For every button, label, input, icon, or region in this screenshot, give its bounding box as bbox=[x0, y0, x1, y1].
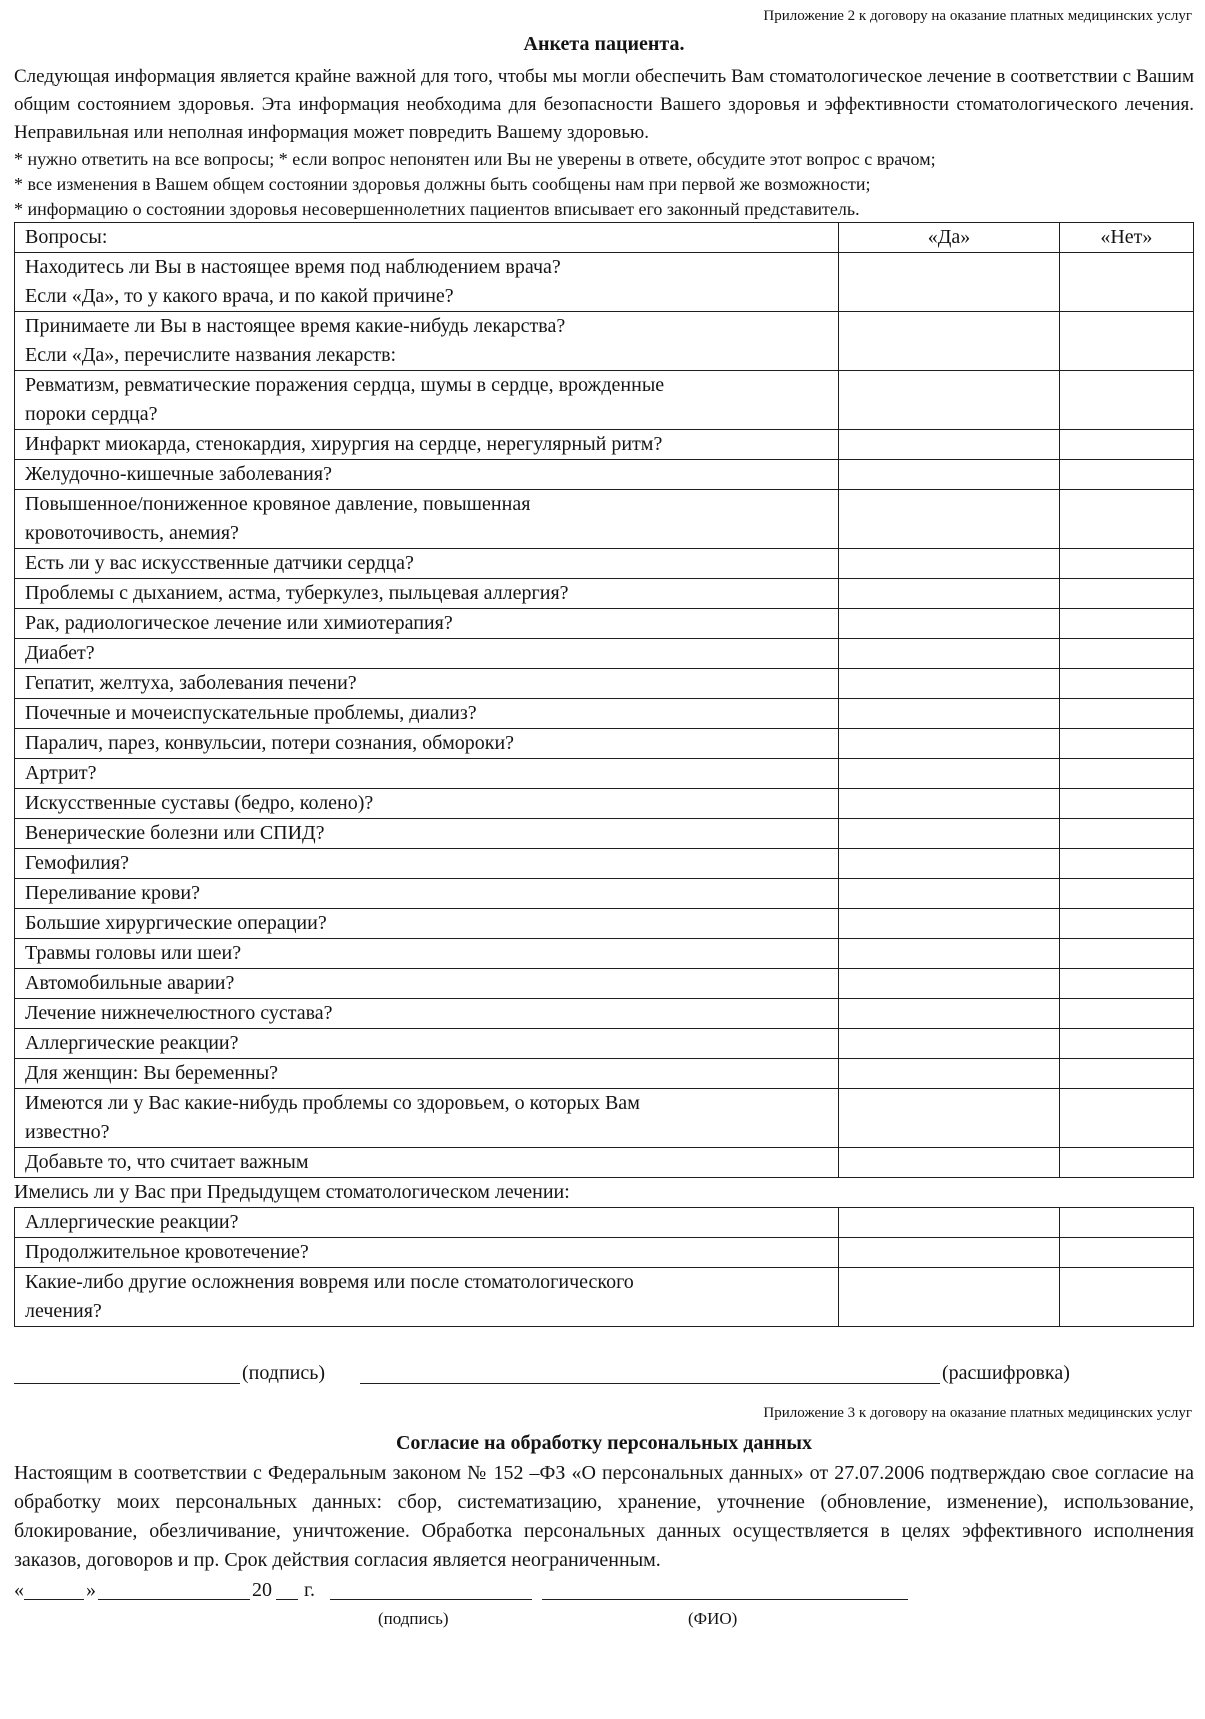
answer-yes-cell[interactable] bbox=[839, 1268, 1060, 1327]
question-cell bbox=[15, 609, 839, 639]
answer-no-cell[interactable] bbox=[1059, 1268, 1193, 1327]
question-cell bbox=[15, 669, 839, 699]
answer-yes-cell[interactable] bbox=[839, 999, 1060, 1029]
question-row bbox=[15, 939, 1194, 969]
answer-yes-cell[interactable] bbox=[839, 312, 1060, 371]
answer-no-cell[interactable] bbox=[1059, 1238, 1193, 1268]
answer-no-cell[interactable] bbox=[1059, 939, 1193, 969]
question-row bbox=[15, 579, 1194, 609]
answer-no-cell[interactable] bbox=[1059, 371, 1193, 430]
question-cell bbox=[15, 490, 839, 549]
question-text: Инфаркт миокарда, стенокардия, хирургия на сердце, нерегулярный ритм? bbox=[25, 433, 663, 455]
question-text: Большие хирургические операции? bbox=[25, 912, 327, 934]
question-text: Венерические болезни или СПИД? bbox=[25, 822, 325, 844]
answer-yes-cell[interactable] bbox=[839, 819, 1060, 849]
answer-no-cell[interactable] bbox=[1059, 1208, 1193, 1238]
answer-yes-cell[interactable] bbox=[839, 789, 1060, 819]
question-text: Желудочно-кишечные заболевания? bbox=[25, 463, 332, 485]
answer-no-cell[interactable] bbox=[1059, 789, 1193, 819]
consent-signature-label: (подпись) bbox=[378, 1609, 449, 1628]
date-open-quote: « bbox=[14, 1579, 24, 1601]
answer-no-cell[interactable] bbox=[1059, 490, 1193, 549]
appendix-2-label: Приложение 2 к договору на оказание платных медицинских услуг bbox=[763, 8, 1192, 24]
question-row bbox=[15, 253, 1194, 312]
question-cell bbox=[15, 849, 839, 879]
intro-paragraph: Следующая информация является крайне важной для того, чтобы мы могли обеспечить Вам стоматологическое лечение в соответствии с Вашим общим состоянием здоровья. Эта информация необходима для безопасности Вашего здоровья и эффективности стоматологического лечения. Неправильная или неполная информация может повредить Вашему здоровью. bbox=[14, 66, 1194, 143]
question-cell bbox=[15, 430, 839, 460]
question-row bbox=[15, 1089, 1194, 1148]
question-cell bbox=[15, 312, 839, 371]
answer-yes-cell[interactable] bbox=[839, 490, 1060, 549]
question-cell bbox=[15, 579, 839, 609]
answer-yes-cell[interactable] bbox=[839, 579, 1060, 609]
answer-yes-cell[interactable] bbox=[839, 729, 1060, 759]
question-cell bbox=[15, 969, 839, 999]
question-text-continued: лечения? bbox=[25, 1300, 102, 1322]
answer-yes-cell[interactable] bbox=[839, 460, 1060, 490]
answer-yes-cell[interactable] bbox=[839, 1089, 1060, 1148]
question-cell bbox=[15, 639, 839, 669]
answer-yes-cell[interactable] bbox=[839, 1238, 1060, 1268]
month-field[interactable] bbox=[98, 1575, 250, 1600]
question-cell bbox=[15, 699, 839, 729]
instruction-note: * информацию о состоянии здоровья несовершеннолетних пациентов вписывает его законный представитель. bbox=[14, 199, 860, 219]
question-cell bbox=[15, 909, 839, 939]
question-text: Аллергические реакции? bbox=[25, 1032, 239, 1054]
question-text: Переливание крови? bbox=[25, 882, 200, 904]
question-cell bbox=[15, 549, 839, 579]
question-text: Аллергические реакции? bbox=[25, 1211, 239, 1233]
question-cell bbox=[15, 819, 839, 849]
answer-no-cell[interactable] bbox=[1059, 1148, 1193, 1178]
question-cell bbox=[15, 1238, 839, 1268]
question-row bbox=[15, 1059, 1194, 1089]
answer-no-cell[interactable] bbox=[1059, 1089, 1193, 1148]
question-text: Гепатит, желтуха, заболевания печени? bbox=[25, 672, 357, 694]
consent-signature-field[interactable] bbox=[330, 1575, 532, 1600]
question-cell bbox=[15, 879, 839, 909]
questions-table bbox=[14, 222, 1194, 1178]
question-text-continued: кровоточивость, анемия? bbox=[25, 522, 239, 544]
consent-title: Согласие на обработку персональных данных bbox=[395, 1432, 812, 1454]
question-text: Лечение нижнечелюстного сустава? bbox=[25, 1002, 333, 1024]
question-row bbox=[15, 430, 1194, 460]
answer-yes-cell[interactable] bbox=[839, 939, 1060, 969]
answer-yes-cell[interactable] bbox=[839, 909, 1060, 939]
question-text-continued: Если «Да», перечислите названия лекарств: bbox=[25, 344, 397, 366]
answer-no-cell[interactable] bbox=[1059, 849, 1193, 879]
year-suffix: г. bbox=[304, 1579, 315, 1601]
answer-no-cell[interactable] bbox=[1059, 312, 1193, 371]
prior-question-row bbox=[15, 1208, 1194, 1238]
signature-sublabels bbox=[14, 1607, 1194, 1631]
question-text: Диабет? bbox=[25, 642, 95, 664]
date-signature-row bbox=[14, 1575, 1194, 1607]
question-cell bbox=[15, 999, 839, 1029]
question-text: Гемофилия? bbox=[25, 852, 129, 874]
question-text: Почечные и мочеиспускательные проблемы, диализ? bbox=[25, 702, 477, 724]
prior-question-row bbox=[15, 1268, 1194, 1327]
question-text: Добавьте то, что считает важным bbox=[25, 1151, 309, 1173]
answer-yes-cell[interactable] bbox=[839, 1059, 1060, 1089]
answer-yes-cell[interactable] bbox=[839, 879, 1060, 909]
question-row bbox=[15, 669, 1194, 699]
question-row bbox=[15, 789, 1194, 819]
answer-yes-cell[interactable] bbox=[839, 371, 1060, 430]
question-text-continued: пороки сердца? bbox=[25, 403, 158, 425]
question-cell bbox=[15, 789, 839, 819]
day-field[interactable] bbox=[24, 1575, 84, 1600]
signature-label: (подпись) bbox=[242, 1362, 326, 1384]
answer-yes-cell[interactable] bbox=[839, 253, 1060, 312]
question-cell bbox=[15, 253, 839, 312]
answer-no-cell[interactable] bbox=[1059, 1059, 1193, 1089]
answer-no-cell[interactable] bbox=[1059, 969, 1193, 999]
question-text: Ревматизм, ревматические поражения сердца, шумы в сердце, врожденные bbox=[25, 374, 665, 396]
question-cell bbox=[15, 460, 839, 490]
question-text: Артрит? bbox=[25, 762, 97, 784]
question-row bbox=[15, 1029, 1194, 1059]
question-text: Имеются ли у Вас какие-нибудь проблемы со здоровьем, о которых Вам bbox=[25, 1092, 640, 1114]
answer-no-cell[interactable] bbox=[1059, 460, 1193, 490]
answer-no-cell[interactable] bbox=[1059, 1029, 1193, 1059]
year-prefix: 20 bbox=[252, 1579, 272, 1601]
decode-line[interactable] bbox=[360, 1357, 940, 1384]
answer-yes-cell[interactable] bbox=[839, 669, 1060, 699]
question-row bbox=[15, 909, 1194, 939]
answer-no-cell[interactable] bbox=[1059, 549, 1193, 579]
answer-no-cell[interactable] bbox=[1059, 579, 1193, 609]
answer-yes-cell[interactable] bbox=[839, 699, 1060, 729]
question-cell bbox=[15, 1089, 839, 1148]
answer-yes-cell[interactable] bbox=[839, 1208, 1060, 1238]
question-text: Паралич, парез, конвульсии, потери сознания, обмороки? bbox=[25, 732, 515, 754]
prior-questions-table bbox=[14, 1207, 1194, 1327]
answer-no-cell[interactable] bbox=[1059, 759, 1193, 789]
answer-yes-cell[interactable] bbox=[839, 639, 1060, 669]
instruction-note: * все изменения в Вашем общем состоянии здоровья должны быть сообщены нам при первой же возможности; bbox=[14, 174, 871, 194]
question-cell bbox=[15, 759, 839, 789]
question-row bbox=[15, 609, 1194, 639]
question-cell bbox=[15, 371, 839, 430]
question-text: Травмы головы или шеи? bbox=[25, 942, 242, 964]
header-questions: Вопросы: bbox=[15, 223, 839, 253]
question-row bbox=[15, 969, 1194, 999]
decode-label: (расшифровка) bbox=[942, 1362, 1070, 1384]
answer-no-cell[interactable] bbox=[1059, 430, 1193, 460]
question-row bbox=[15, 879, 1194, 909]
question-text: Есть ли у вас искусственные датчики сердца? bbox=[25, 552, 414, 574]
fio-field[interactable] bbox=[542, 1575, 908, 1600]
answer-yes-cell[interactable] bbox=[839, 849, 1060, 879]
question-text: Искусственные суставы (бедро, колено)? bbox=[25, 792, 374, 814]
appendix-3-label: Приложение 3 к договору на оказание платных медицинских услуг bbox=[763, 1405, 1192, 1421]
answer-no-cell[interactable] bbox=[1059, 879, 1193, 909]
question-cell bbox=[15, 729, 839, 759]
question-text: Повышенное/пониженное кровяное давление, повышенная bbox=[25, 493, 531, 515]
signature-row bbox=[14, 1357, 1194, 1391]
answer-no-cell[interactable] bbox=[1059, 819, 1193, 849]
consent-paragraph: Настоящим в соответствии с Федеральным законом № 152 –ФЗ «О персональных данных» от 27.07.2006 подтверждаю свое согласие на обработку моих персональных данных: сбор, систематизацию, хранение, уточнение (обновление, изменение), использование, блокирование, обезличивание, уничтожение. Обработка персональных данных осуществляется в целях эффективного исполнения заказов, договоров и пр. Срок действия согласия является неограниченным. bbox=[14, 1462, 1194, 1571]
question-row bbox=[15, 849, 1194, 879]
header-no: «Нет» bbox=[1059, 223, 1193, 253]
prior-question-row bbox=[15, 1238, 1194, 1268]
question-text: Какие-либо другие осложнения вовремя или после стоматологического bbox=[25, 1271, 634, 1293]
header-yes: «Да» bbox=[839, 223, 1060, 253]
question-cell bbox=[15, 1148, 839, 1178]
fio-label: (ФИО) bbox=[688, 1609, 738, 1628]
question-text-continued: известно? bbox=[25, 1121, 110, 1143]
question-text: Рак, радиологическое лечение или химиотерапия? bbox=[25, 612, 453, 634]
question-cell bbox=[15, 1029, 839, 1059]
answer-no-cell[interactable] bbox=[1059, 999, 1193, 1029]
answer-yes-cell[interactable] bbox=[839, 1148, 1060, 1178]
question-text: Принимаете ли Вы в настоящее время какие-нибудь лекарства? bbox=[25, 315, 566, 337]
answer-yes-cell[interactable] bbox=[839, 969, 1060, 999]
table-header-row bbox=[15, 223, 1194, 253]
answer-no-cell[interactable] bbox=[1059, 639, 1193, 669]
question-row bbox=[15, 639, 1194, 669]
question-row bbox=[15, 759, 1194, 789]
question-cell bbox=[15, 1059, 839, 1089]
question-row bbox=[15, 999, 1194, 1029]
question-row bbox=[15, 549, 1194, 579]
question-text-continued: Если «Да», то у какого врача, и по какой причине? bbox=[25, 285, 454, 307]
questionnaire-title: Анкета пациента. bbox=[523, 33, 685, 55]
answer-no-cell[interactable] bbox=[1059, 729, 1193, 759]
question-row bbox=[15, 460, 1194, 490]
question-cell bbox=[15, 1268, 839, 1327]
question-row bbox=[15, 312, 1194, 371]
question-row bbox=[15, 729, 1194, 759]
question-text: Автомобильные аварии? bbox=[25, 972, 235, 994]
answer-yes-cell[interactable] bbox=[839, 759, 1060, 789]
document-page bbox=[14, 0, 1194, 1631]
question-cell bbox=[15, 1208, 839, 1238]
answer-no-cell[interactable] bbox=[1059, 699, 1193, 729]
year-field[interactable] bbox=[276, 1575, 298, 1600]
date-close-quote: » bbox=[86, 1579, 96, 1601]
question-text: Проблемы с дыханием, астма, туберкулез, пыльцевая аллергия? bbox=[25, 582, 569, 604]
question-row bbox=[15, 371, 1194, 430]
question-text: Для женщин: Вы беременны? bbox=[25, 1062, 279, 1084]
answer-yes-cell[interactable] bbox=[839, 549, 1060, 579]
answer-yes-cell[interactable] bbox=[839, 430, 1060, 460]
question-text: Находитесь ли Вы в настоящее время под наблюдением врача? bbox=[25, 256, 561, 278]
question-row bbox=[15, 699, 1194, 729]
answer-no-cell[interactable] bbox=[1059, 253, 1193, 312]
question-row bbox=[15, 1148, 1194, 1178]
signature-line[interactable] bbox=[14, 1357, 240, 1384]
question-row bbox=[15, 490, 1194, 549]
answer-yes-cell[interactable] bbox=[839, 609, 1060, 639]
answer-no-cell[interactable] bbox=[1059, 609, 1193, 639]
instruction-note: * нужно ответить на все вопросы; * если вопрос непонятен или Вы не уверены в ответе, обсудите этот вопрос с врачом; bbox=[14, 149, 936, 169]
question-cell bbox=[15, 939, 839, 969]
prior-treatment-label: Имелись ли у Вас при Предыдущем стоматологическом лечении: bbox=[14, 1181, 570, 1203]
answer-yes-cell[interactable] bbox=[839, 1029, 1060, 1059]
question-text: Продолжительное кровотечение? bbox=[25, 1241, 309, 1263]
answer-no-cell[interactable] bbox=[1059, 909, 1193, 939]
answer-no-cell[interactable] bbox=[1059, 669, 1193, 699]
question-row bbox=[15, 819, 1194, 849]
